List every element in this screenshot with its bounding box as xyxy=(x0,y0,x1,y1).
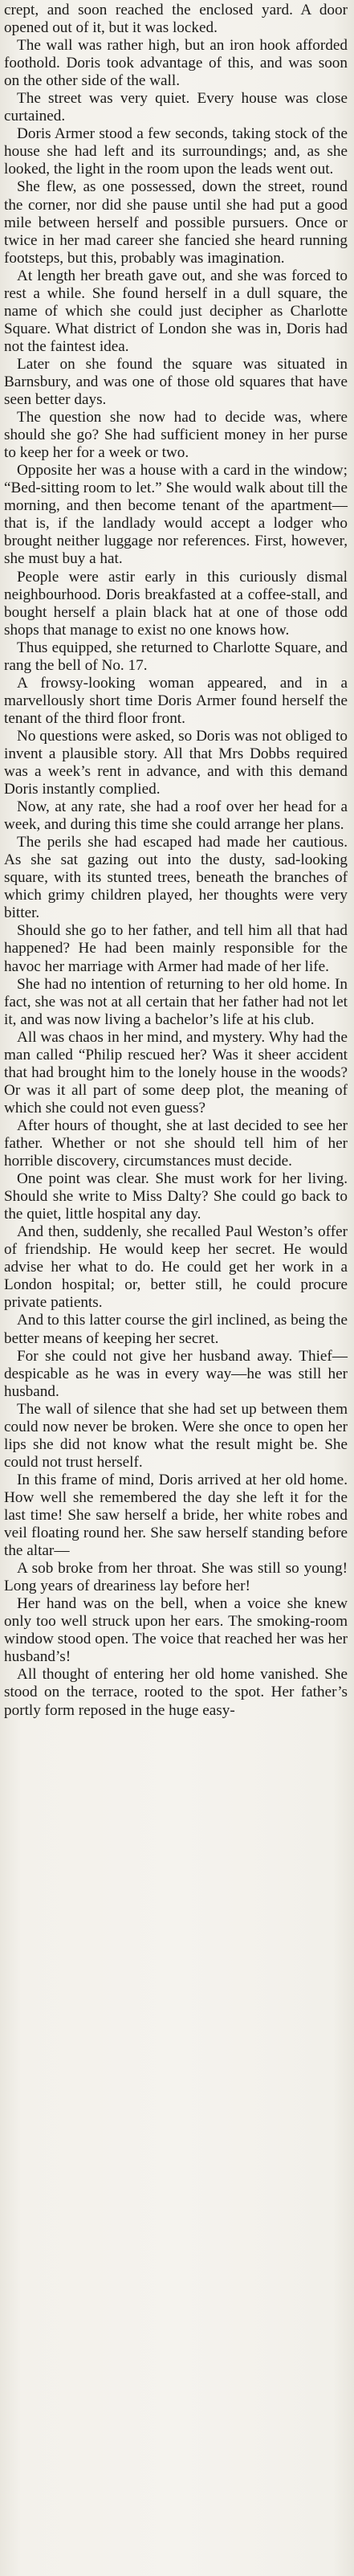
article-paragraph: In this frame of mind, Doris arrived at her old home. How well she remembered the day she left it for the last time! She saw herself a bride, her white robes and veil floating round her. She saw herself standing before the altar— xyxy=(4,1471,348,1560)
article-paragraph: The question she now had to decide was, where should she go? She had sufficient money in her purse to keep her for a week or two. xyxy=(4,409,348,462)
article-paragraph: People were astir early in this curiously dismal neighbourhood. Doris breakfasted at a coffee-stall, and bought herself a plain black hat at one of those odd shops that manage to exist no one knows how. xyxy=(4,568,348,639)
article-paragraph: The wall was rather high, but an iron hook afforded foothold. Doris took advantage of this, and was soon on the other side of the wall. xyxy=(4,37,348,90)
article-text xyxy=(4,2,348,1720)
article-paragraph: Now, at any rate, she had a roof over her head for a week, and during this time she could arrange her plans. xyxy=(4,798,348,834)
article-paragraph: The perils she had escaped had made her cautious. As she sat gazing out into the dusty, sad-looking square, with its stunted trees, beneath the branches of which grimy children played, her thoughts were very bitter. xyxy=(4,834,348,922)
article-paragraph: And then, suddenly, she recalled Paul Weston’s offer of friendship. He would keep her secret. He would advise her what to do. He could get her work in a London hospital; or, better still, he could procure private patients. xyxy=(4,1223,348,1312)
article-paragraph: The street was very quiet. Every house was close curtained. xyxy=(4,90,348,125)
article-paragraph: Opposite her was a house with a card in the window; “Bed-sitting room to let.” She would walk about till the morning, and then become tenant of the apartment—that is, if the landlady would accept a lodger who brought neither luggage nor references. First, however, she must buy a hat. xyxy=(4,462,348,568)
article-paragraph: Thus equipped, she returned to Charlotte Square, and rang the bell of No. 17. xyxy=(4,639,348,674)
article-paragraph: Should she go to her father, and tell him all that had happened? He had been mainly responsible for the havoc her marriage with Armer had made of her life. xyxy=(4,922,348,975)
article-paragraph: No questions were asked, so Doris was not obliged to invent a plausible story. All that Mrs Dobbs required was a week’s rent in advance, and with this demand Doris instantly complied. xyxy=(4,727,348,798)
article-paragraph: She flew, as one possessed, down the street, round the corner, nor did she pause until she had put a good mile between herself and possible pursuers. Once or twice in her mad career she fancied she heard running footsteps, but this, probably was imagination. xyxy=(4,178,348,267)
article-paragraph: All was chaos in her mind, and mystery. Why had the man called “Philip rescued her? Was it sheer accident that had brought him to the lonely house in the woods? Or was it all part of some deep plot, the meaning of which she could not even guess? xyxy=(4,1028,348,1117)
article-paragraph: And to this latter course the girl inclined, as being the better means of keeping her secret. xyxy=(4,1312,348,1347)
article-paragraph: crept, and soon reached the enclosed yard. A door opened out of it, but it was locked. xyxy=(4,2,348,37)
article-paragraph: Later on she found the square was situated in Barnsbury, and was one of those old squares that have seen better days. xyxy=(4,355,348,409)
article-paragraph: At length her breath gave out, and she was forced to rest a while. She found herself in a dull square, the name of which she could just decipher as Charlotte Square. What district of London she was in, Doris had not the faintest idea. xyxy=(4,267,348,355)
article-paragraph: All thought of entering her old home vanished. She stood on the terrace, rooted to the spot. Her father’s portly form reposed in the huge easy- xyxy=(4,1666,348,1719)
article-paragraph: She had no intention of returning to her old home. In fact, she was not at all certain that her father had not let it, and was now living a bachelor’s life at his club. xyxy=(4,975,348,1028)
article-paragraph: A frowsy-looking woman appeared, and in a marvellously short time Doris Armer found herself the tenant of the third floor front. xyxy=(4,674,348,727)
article-paragraph: Doris Armer stood a few seconds, taking stock of the house she had left and its surroundings; and, as she looked, the light in the room upon the leads went out. xyxy=(4,125,348,178)
article-paragraph: For she could not give her husband away. Thief—despicable as he was in every way—he was still her husband. xyxy=(4,1347,348,1400)
article-paragraph: Her hand was on the bell, when a voice she knew only too well struck upon her ears. The smoking-room window stood open. The voice that reached her was her husband’s! xyxy=(4,1595,348,1666)
article-paragraph: A sob broke from her throat. She was still so young! Long years of dreariness lay before her! xyxy=(4,1560,348,1595)
article-paragraph: After hours of thought, she at last decided to see her father. Whether or not she should tell him of her horrible discovery, circumstances must decide. xyxy=(4,1117,348,1170)
article-paragraph: The wall of silence that she had set up between them could now never be broken. Were she once to open her lips she did not know what the result might be. She could not trust herself. xyxy=(4,1400,348,1471)
article-paragraph: One point was clear. She must work for her living. Should she write to Miss Dalty? She could go back to the quiet, little hospital any day. xyxy=(4,1170,348,1223)
